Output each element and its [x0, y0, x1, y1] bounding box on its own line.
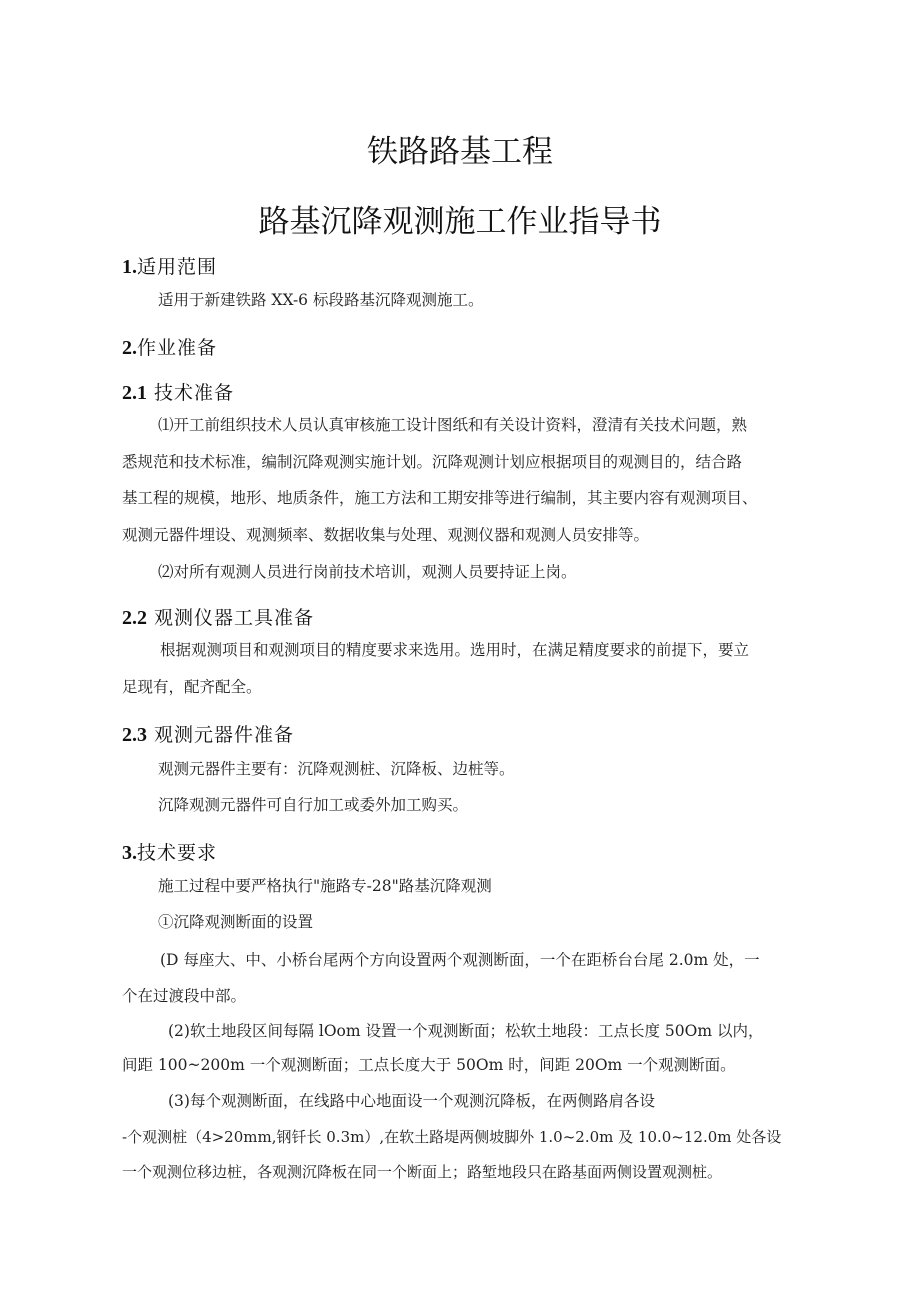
- section-2-2-p1-line1: 根据观测项目和观测项目的精度要求来选用。选用时，在满足精度要求的前提下，要立: [160, 641, 750, 659]
- section-2-1-p1-line2: 悉规范和技术标准，编制沉降观测实施计划。沉降观测计划应根据项目的观测目的，结合路: [122, 453, 743, 471]
- section-3-p3-line1: (D 每座大、中、小桥台尾两个方向设置两个观测断面，一个在距桥台台尾 2.0m 处，一: [160, 951, 760, 969]
- section-3-number: 3.: [122, 842, 137, 864]
- section-2-3-p1: 观测元器件主要有：沉降观测桩、沉降板、边桩等。: [158, 760, 515, 778]
- section-3-p3-line2: 个在过渡段中部。: [122, 987, 247, 1005]
- section-2-3-title: 观测元器件准备: [147, 724, 295, 746]
- section-3-title: 技术要求: [137, 842, 218, 864]
- section-2-1-p1-line3: 基工程的规模，地形、地质条件，施工方法和工期安排等进行编制，其主要内容有观测项目、: [122, 489, 758, 507]
- doc-title-project: 铁路路基工程: [367, 134, 553, 170]
- section-2-3-heading: [122, 720, 294, 747]
- section-2-title: 作业准备: [137, 337, 218, 359]
- section-3-p5-line3: 一个观测位移边桩，各观测沉降板在同一个断面上；路堑地段只在路基面两侧设置观测桩。: [122, 1163, 723, 1181]
- section-3-p2: ①沉降观测断面的设置: [158, 913, 314, 931]
- section-2-1-number: 2.1: [122, 382, 147, 404]
- section-1-number: 1.: [122, 256, 137, 278]
- section-1-title: 适用范围: [137, 256, 218, 278]
- section-3-p4-line1: (2)软土地段区间每隔 lOom 设置一个观测断面；松软土地段：工点长度 50Om 以内，: [168, 1022, 764, 1040]
- section-2-3-number: 2.3: [122, 724, 147, 746]
- section-3-heading: [122, 838, 217, 865]
- section-3-p4-line2: 间距 100~200m 一个观测断面；工点长度大于 50Om 时，间距 20Om 一个观测断面。: [122, 1056, 736, 1074]
- section-2-3-p2: 沉降观测元器件可自行加工或委外加工购买。: [158, 796, 469, 814]
- section-2-2-title: 观测仪器工具准备: [147, 607, 315, 629]
- section-2-2-p1-line2: 足现有，配齐配全。: [122, 678, 262, 696]
- section-2-2-heading: [122, 603, 314, 630]
- section-1-paragraph: 适用于新建铁路 XX-6 标段路基沉降观测施工。: [158, 291, 484, 309]
- section-3-p5-line1: (3)每个观测断面，在线路中心地面设一个观测沉降板，在两侧路肩各设: [168, 1092, 655, 1110]
- section-3-p5-line2: -个观测桩（4>20mm,钢钎长 0.3m）,在软土路堤两侧坡脚外 1.0~2.0m 及 10.0~12.0m 处各设: [122, 1128, 782, 1146]
- section-2-2-number: 2.2: [122, 607, 147, 629]
- section-2-1-p1-line4: 观测元器件埋设、观测频率、数据收集与处理、观测仪器和观测人员安排等。: [122, 526, 650, 544]
- section-3-p1: 施工过程中要严格执行"施路专-28"路基沉降观测: [158, 877, 492, 895]
- section-2-number: 2.: [122, 337, 137, 359]
- section-2-1-p1-line1: ⑴开工前组织技术人员认真审核施工设计图纸和有关设计资料，澄清有关技术问题，熟: [158, 416, 748, 434]
- section-2-heading: [122, 333, 217, 360]
- doc-title-guide: 路基沉降观测施工作业指导书: [258, 204, 662, 240]
- section-2-1-heading: [122, 378, 234, 405]
- section-2-1-p2: ⑵对所有观测人员进行岗前技术培训，观测人员要持证上岗。: [158, 563, 577, 581]
- section-1-heading: [122, 252, 217, 279]
- section-2-1-title: 技术准备: [147, 382, 235, 404]
